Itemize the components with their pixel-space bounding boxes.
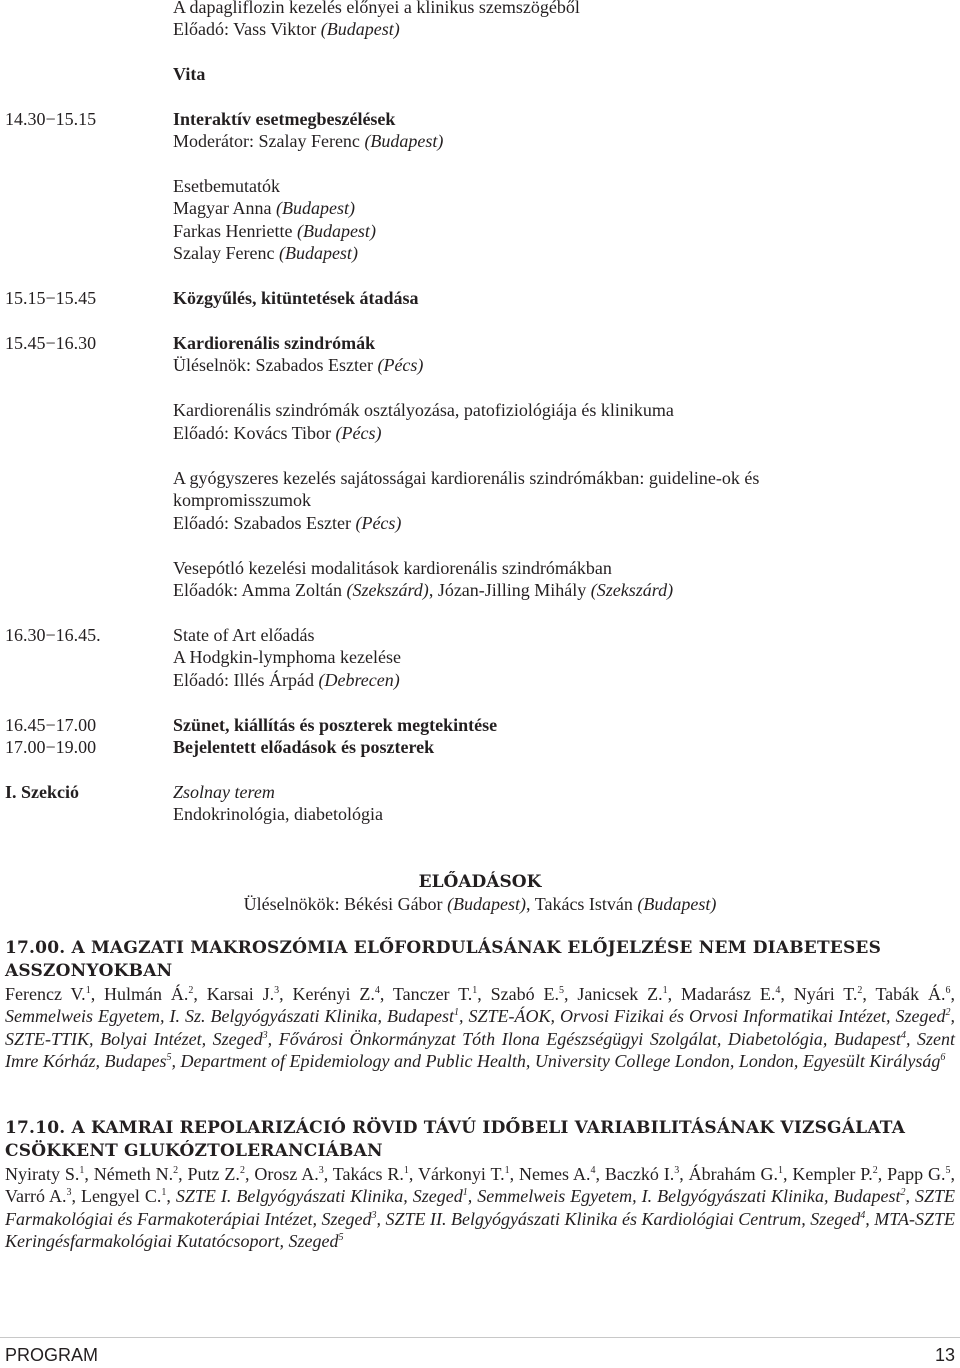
abstract-item <box>5 937 955 1073</box>
talk-title: A gyógyszeres kezelés sajátosságai kardiorenális szindrómákban: guideline-ok és <box>173 467 760 488</box>
session-title: State of Art előadás <box>173 625 315 645</box>
talk-title: A dapagliflozin kezelés előnyei a klinikus szemszögéből <box>173 0 580 17</box>
abstract-title: 17.00. A MAGZATI MAKROSZÓMIA ELŐFORDULÁSÁNAK ELŐJELZÉSE NEM DIABETESES ASSZONYOKBAN <box>5 938 882 981</box>
footer-rule <box>0 1337 960 1338</box>
talk-title: Kardiorenális szindrómák osztályozása, patofiziológiája és klinikuma <box>173 400 674 421</box>
vita-label: Vita <box>173 64 206 84</box>
talk-title-cont: kompromisszumok <box>173 490 311 511</box>
session-title: Szünet, kiállítás és poszterek megtekintése <box>173 715 498 735</box>
case-item: Farkas Henriette (Budapest) <box>173 220 376 241</box>
talk-speaker: Előadó: Szabados Eszter (Pécs) <box>173 512 402 533</box>
talk-speaker: Előadó: Kovács Tibor (Pécs) <box>173 422 382 443</box>
talk-speaker: Előadó: Illés Árpád (Debrecen) <box>173 669 400 690</box>
talk-title: Vesepótló kezelési modalitások kardiorenális szindrómákban <box>173 557 612 578</box>
moderator: Moderátor: Szalay Ferenc (Budapest) <box>173 131 444 152</box>
talk-speaker: Előadó: Vass Viktor (Budapest) <box>173 19 400 40</box>
time-label: 16.30−16.45. <box>5 625 101 645</box>
time-label: 17.00−19.00 <box>5 737 97 757</box>
session-title: Bejelentett előadások és poszterek <box>173 737 435 757</box>
time-label: 15.15−15.45 <box>5 288 97 308</box>
talk-title: A Hodgkin-lymphoma kezelése <box>173 647 401 668</box>
room-name: Zsolnay terem <box>173 782 275 802</box>
chair: Üléselnök: Szabados Eszter (Pécs) <box>173 355 424 376</box>
session-title: Közgyűlés, kitüntetések átadása <box>173 288 419 308</box>
cases-label: Esetbemutatók <box>173 175 280 196</box>
abstract-authors: Ferencz V.$^1$, Hulmán Á.$^2$, Karsai J.$^3$, Kerényi Z.$^4$, Tanczer T.$^1$, Szabó E.$^5$, Janicsek Z.$^1$, Madarász E.$^4$, Nyári T.$^2$, Tabák Á.$^6$, Semmelweis Egyetem, I. Sz. Belgyógyászati Klinika, Budapest$^1$, SZTE-ÁOK, Orvosi Fizikai és Orvosi Informatikai Intézet, Szeged$^2$, SZTE-TTIK, Bolyai Intézet, Szeged$^3$, Fővárosi Önkormányzat Tóth Ilona Egészségügyi Szolgálat, Diabetológia, Budapest$^4$, Szent Imre Kórház, Budapes$^5$, Department of Epidemiology and Public Health, University College London, London, Egyesült Királyság$^6$ <box>5 984 956 1072</box>
eloadasok-chairs: Üléselnökök: Békési Gábor (Budapest), Takács István (Budapest) <box>243 894 717 914</box>
abstract-title: 17.10. A KAMRAI REPOLARIZÁCIÓ RÖVID TÁVÚ IDŐBELI VARIABILITÁSÁNAK VIZSGÁLATA CSÖKKENT GLUKÓZTOLERANCIÁBAN <box>5 1118 906 1161</box>
section-topic: Endokrinológia, diabetológia <box>173 804 383 825</box>
talk-speaker: Előadók: Amma Zoltán (Szekszárd), Józan-Jilling Mihály (Szekszárd) <box>173 579 674 600</box>
case-item: Szalay Ferenc (Budapest) <box>173 242 358 263</box>
footer-label: PROGRAM <box>5 1345 99 1365</box>
case-item: Magyar Anna (Budapest) <box>173 198 355 219</box>
time-label: 16.45−17.00 <box>5 715 97 735</box>
section-number: I. Szekció <box>5 782 79 802</box>
eloadasok-heading: ELŐADÁSOK <box>418 872 542 892</box>
session-title: Kardiorenális szindrómák <box>173 333 376 353</box>
time-label: 15.45−16.30 <box>5 333 97 353</box>
page-number: 13 <box>934 1345 955 1365</box>
time-label: 14.30−15.15 <box>5 109 97 129</box>
session-title: Interaktív esetmegbeszélések <box>173 109 396 129</box>
abstract-authors: Nyiraty S.$^1$, Németh N.$^2$, Putz Z.$^2$, Orosz A.$^3$, Takács R.$^1$, Várkonyi T.$^1$, Nemes A.$^4$, Baczkó I.$^3$, Ábrahám G.$^1$, Kempler P.$^2$, Papp G.$^5$, Varró A.$^3$, Lengyel C.$^1$, SZTE I. Belgyógyászati Klinika, Szeged$^1$, Semmelweis Egyetem, I. Belgyógyászati Klinika, Budapest$^2$, SZTE Farmakológiai és Farmakoterápiai Intézet, Szeged$^3$, SZTE II. Belgyógyászati Klinika és Kardiológiai Centrum, Szeged$^4$, MTA-SZTE Keringésfarmakológiai Kutatócsoport, Szeged$^5$ <box>5 1164 956 1252</box>
abstract-item <box>5 1117 955 1253</box>
